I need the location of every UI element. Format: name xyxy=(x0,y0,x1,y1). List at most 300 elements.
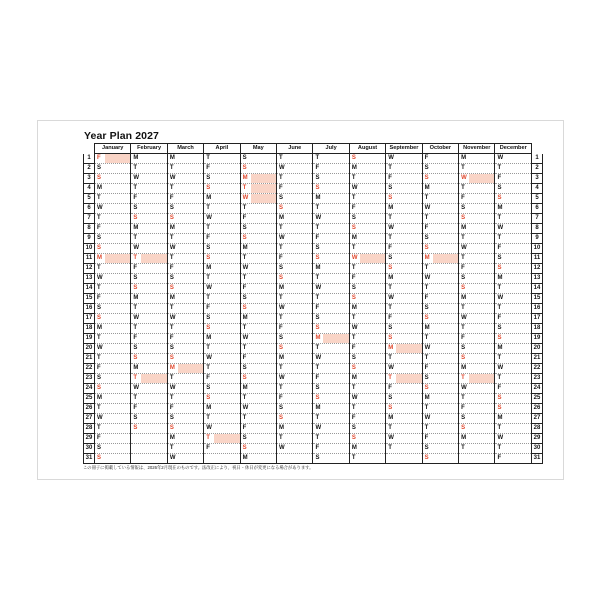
day-cell xyxy=(422,444,458,454)
day-cell xyxy=(240,414,276,424)
weekday-letter: T xyxy=(461,305,465,311)
weekday-letter: W xyxy=(169,245,176,251)
day-row xyxy=(84,414,543,424)
weekday-letter: M xyxy=(133,225,139,231)
month-header: January xyxy=(95,144,131,154)
weekday-letter: T xyxy=(424,355,429,361)
weekday-letter: F xyxy=(169,195,174,201)
weekday-letter: S xyxy=(279,205,284,211)
weekday-letter: T xyxy=(424,425,429,431)
weekday-letter: T xyxy=(279,175,283,181)
weekday-letter: M xyxy=(315,195,321,201)
day-number-left: 25 xyxy=(84,394,95,404)
weekday-letter: S xyxy=(242,365,247,371)
weekday-letter: T xyxy=(351,385,356,391)
weekday-letter: F xyxy=(388,175,392,181)
weekday-letter: F xyxy=(424,155,429,161)
day-cell xyxy=(495,324,532,334)
weekday-letter: S xyxy=(497,325,502,331)
day-cell xyxy=(386,314,422,324)
day-cell xyxy=(167,294,203,304)
weekday-letter: T xyxy=(351,265,356,271)
weekday-letter: S xyxy=(351,365,356,371)
weekday-letter: T xyxy=(315,435,320,441)
day-cell xyxy=(422,274,458,284)
day-cell xyxy=(495,414,532,424)
weekday-letter: S xyxy=(388,255,393,261)
day-cell xyxy=(204,294,240,304)
weekday-letter: F xyxy=(424,225,429,231)
day-cell xyxy=(422,454,458,464)
weekday-letter: W xyxy=(388,435,394,441)
day-cell xyxy=(277,394,313,404)
weekday-letter: T xyxy=(388,235,392,241)
weekday-letter: S xyxy=(424,455,429,461)
day-cell xyxy=(459,374,495,384)
day-cell xyxy=(313,214,349,224)
weekday-letter: W xyxy=(497,365,504,371)
weekday-letter: T xyxy=(388,165,392,171)
day-cell xyxy=(349,434,385,444)
day-number-right: 3 xyxy=(532,174,543,184)
weekday-letter: F xyxy=(206,305,210,311)
day-cell xyxy=(313,244,349,254)
header-spacer-left xyxy=(84,144,95,154)
day-cell xyxy=(167,204,203,214)
weekday-letter: W xyxy=(279,165,285,171)
day-number-right: 31 xyxy=(532,454,543,464)
weekday-letter: F xyxy=(279,185,283,191)
weekday-letter: F xyxy=(315,165,320,171)
weekday-letter: W xyxy=(206,355,212,361)
day-cell xyxy=(495,254,532,264)
weekday-letter: W xyxy=(206,285,212,291)
day-cell xyxy=(240,314,276,324)
day-cell xyxy=(204,414,240,424)
weekday-letter: F xyxy=(388,245,392,251)
day-row xyxy=(84,214,543,224)
day-cell xyxy=(131,284,167,294)
day-number-left: 22 xyxy=(84,364,95,374)
day-cell xyxy=(495,154,532,164)
day-cell xyxy=(131,224,167,234)
weekday-letter: W xyxy=(169,315,176,321)
weekday-letter: M xyxy=(497,275,503,281)
day-row xyxy=(84,194,543,204)
day-cell xyxy=(204,444,240,454)
day-cell xyxy=(386,274,422,284)
weekday-letter: S xyxy=(97,315,102,321)
day-cell xyxy=(167,414,203,424)
day-row xyxy=(84,324,543,334)
weekday-letter: T xyxy=(279,315,283,321)
weekday-letter: T xyxy=(206,275,210,281)
day-cell xyxy=(422,324,458,334)
holiday-fill xyxy=(433,254,458,263)
weekday-letter: T xyxy=(279,245,283,251)
day-cell xyxy=(131,434,167,444)
weekday-letter: S xyxy=(351,355,356,361)
day-cell xyxy=(459,174,495,184)
weekday-letter: F xyxy=(315,235,320,241)
day-cell xyxy=(95,454,131,464)
day-cell xyxy=(167,184,203,194)
day-cell xyxy=(95,314,131,324)
day-cell xyxy=(422,284,458,294)
day-cell xyxy=(240,334,276,344)
weekday-letter: F xyxy=(461,195,465,201)
weekday-letter: T xyxy=(424,265,429,271)
day-number-left: 9 xyxy=(84,234,95,244)
day-cell xyxy=(349,284,385,294)
weekday-letter: S xyxy=(242,165,247,171)
day-cell xyxy=(422,424,458,434)
weekday-letter: S xyxy=(315,325,320,331)
weekday-letter: T xyxy=(497,425,502,431)
day-row xyxy=(84,294,543,304)
weekday-letter: T xyxy=(315,415,320,421)
day-cell xyxy=(349,274,385,284)
day-cell xyxy=(167,224,203,234)
weekday-letter: S xyxy=(133,215,138,221)
day-cell xyxy=(386,154,422,164)
weekday-letter: W xyxy=(97,275,103,281)
weekday-letter: S xyxy=(242,235,247,241)
day-cell xyxy=(459,284,495,294)
day-row xyxy=(84,204,543,214)
weekday-letter: F xyxy=(133,335,138,341)
day-cell xyxy=(95,354,131,364)
weekday-letter: T xyxy=(97,355,101,361)
day-cell xyxy=(386,454,422,464)
day-cell xyxy=(495,264,532,274)
day-number-left: 24 xyxy=(84,384,95,394)
weekday-letter: F xyxy=(169,265,174,271)
day-cell xyxy=(459,404,495,414)
day-cell xyxy=(131,354,167,364)
weekday-letter: S xyxy=(461,285,466,291)
weekday-letter: W xyxy=(315,285,322,291)
day-cell xyxy=(167,454,203,464)
year-plan-sheet xyxy=(37,120,564,480)
weekday-letter: S xyxy=(206,245,211,251)
weekday-letter: M xyxy=(97,395,102,401)
weekday-letter: S xyxy=(169,205,174,211)
day-number-right: 18 xyxy=(532,324,543,334)
weekday-letter: T xyxy=(315,275,320,281)
weekday-letter: S xyxy=(461,275,466,281)
day-cell xyxy=(349,154,385,164)
day-cell xyxy=(240,154,276,164)
weekday-letter: S xyxy=(388,325,393,331)
day-cell xyxy=(277,194,313,204)
weekday-letter: W xyxy=(461,315,467,321)
day-cell xyxy=(277,364,313,374)
holiday-fill xyxy=(469,174,494,183)
weekday-letter: T xyxy=(242,255,247,261)
weekday-letter: T xyxy=(315,225,320,231)
weekday-letter: S xyxy=(497,395,502,401)
month-header: August xyxy=(349,144,385,154)
day-cell xyxy=(386,364,422,374)
day-cell xyxy=(386,304,422,314)
day-cell xyxy=(386,264,422,274)
weekday-letter: M xyxy=(497,415,503,421)
weekday-letter: T xyxy=(461,185,465,191)
weekday-letter: T xyxy=(315,365,320,371)
holiday-fill xyxy=(396,374,421,383)
day-cell xyxy=(95,284,131,294)
day-cell xyxy=(131,454,167,464)
weekday-letter: F xyxy=(242,285,247,291)
day-number-left: 18 xyxy=(84,324,95,334)
weekday-letter: M xyxy=(206,265,212,271)
day-cell xyxy=(313,154,349,164)
year-plan-table xyxy=(83,143,543,464)
day-cell xyxy=(95,194,131,204)
day-cell xyxy=(495,204,532,214)
day-number-left: 14 xyxy=(84,284,95,294)
weekday-letter: M xyxy=(97,185,102,191)
weekday-letter: W xyxy=(497,435,504,441)
weekday-letter: M xyxy=(461,225,467,231)
day-cell xyxy=(313,224,349,234)
weekday-letter: T xyxy=(388,215,392,221)
day-cell xyxy=(386,384,422,394)
day-number-left: 29 xyxy=(84,434,95,444)
day-number-left: 27 xyxy=(84,414,95,424)
day-cell xyxy=(240,424,276,434)
weekday-letter: S xyxy=(497,265,502,271)
weekday-letter: F xyxy=(424,365,429,371)
weekday-letter: S xyxy=(97,455,102,461)
day-cell xyxy=(459,294,495,304)
day-cell xyxy=(204,304,240,314)
day-cell xyxy=(313,324,349,334)
day-number-left: 7 xyxy=(84,214,95,224)
weekday-letter: T xyxy=(497,215,502,221)
day-cell xyxy=(459,394,495,404)
day-row xyxy=(84,154,543,164)
weekday-letter: S xyxy=(242,225,247,231)
weekday-letter: W xyxy=(497,155,504,161)
day-cell xyxy=(313,364,349,374)
day-cell xyxy=(313,414,349,424)
day-cell xyxy=(495,304,532,314)
weekday-letter: S xyxy=(242,435,247,441)
weekday-letter: W xyxy=(497,295,504,301)
weekday-letter: M xyxy=(97,255,102,261)
holiday-fill xyxy=(105,254,130,263)
day-cell xyxy=(422,234,458,244)
weekday-letter: F xyxy=(206,375,210,381)
weekday-letter: T xyxy=(388,305,392,311)
weekday-letter: S xyxy=(206,315,211,321)
weekday-letter: F xyxy=(206,165,210,171)
weekday-letter: T xyxy=(133,305,138,311)
day-cell xyxy=(131,184,167,194)
day-cell xyxy=(204,214,240,224)
day-cell xyxy=(422,374,458,384)
day-cell xyxy=(131,424,167,434)
day-cell xyxy=(131,344,167,354)
day-row xyxy=(84,314,543,324)
weekday-letter: T xyxy=(133,235,138,241)
day-row xyxy=(84,174,543,184)
day-cell xyxy=(495,384,532,394)
day-cell xyxy=(349,194,385,204)
day-row xyxy=(84,224,543,234)
weekday-letter: W xyxy=(279,235,285,241)
day-cell xyxy=(131,334,167,344)
weekday-letter: M xyxy=(169,365,175,371)
day-number-left: 16 xyxy=(84,304,95,314)
day-cell xyxy=(386,394,422,404)
weekday-letter: S xyxy=(133,355,138,361)
day-cell xyxy=(240,364,276,374)
weekday-letter: M xyxy=(388,415,394,421)
weekday-letter: T xyxy=(97,265,101,271)
weekday-letter: F xyxy=(497,455,502,461)
day-cell xyxy=(313,314,349,324)
day-cell xyxy=(167,174,203,184)
day-cell xyxy=(349,394,385,404)
day-cell xyxy=(495,284,532,294)
day-number-right: 6 xyxy=(532,204,543,214)
weekday-letter: S xyxy=(424,175,429,181)
weekday-letter: T xyxy=(97,285,101,291)
day-cell xyxy=(349,374,385,384)
day-number-left: 12 xyxy=(84,264,95,274)
day-row xyxy=(84,354,543,364)
weekday-letter: T xyxy=(497,445,502,451)
weekday-letter: W xyxy=(279,375,285,381)
weekday-letter: T xyxy=(133,375,138,381)
day-cell xyxy=(495,334,532,344)
day-cell xyxy=(386,434,422,444)
weekday-letter: T xyxy=(97,195,101,201)
day-cell xyxy=(204,454,240,464)
day-cell xyxy=(167,254,203,264)
day-row xyxy=(84,404,543,414)
day-cell xyxy=(204,254,240,264)
day-cell xyxy=(277,254,313,264)
day-cell xyxy=(422,214,458,224)
day-cell xyxy=(459,164,495,174)
day-cell xyxy=(277,264,313,274)
weekday-letter: T xyxy=(133,325,138,331)
weekday-letter: M xyxy=(351,165,357,171)
day-number-left: 3 xyxy=(84,174,95,184)
weekday-letter: S xyxy=(206,255,211,261)
day-cell xyxy=(386,284,422,294)
day-number-left: 15 xyxy=(84,294,95,304)
day-number-right: 27 xyxy=(532,414,543,424)
day-cell xyxy=(95,174,131,184)
weekday-letter: S xyxy=(133,285,138,291)
day-cell xyxy=(495,194,532,204)
day-cell xyxy=(313,274,349,284)
day-cell xyxy=(95,204,131,214)
day-cell xyxy=(167,264,203,274)
day-cell xyxy=(313,194,349,204)
day-cell xyxy=(313,174,349,184)
weekday-letter: S xyxy=(388,335,393,341)
weekday-letter: M xyxy=(461,435,467,441)
day-cell xyxy=(386,254,422,264)
weekday-letter: S xyxy=(279,345,284,351)
day-cell xyxy=(459,204,495,214)
day-cell xyxy=(95,384,131,394)
day-cell xyxy=(422,384,458,394)
weekday-letter: W xyxy=(424,205,431,211)
day-cell xyxy=(495,364,532,374)
day-cell xyxy=(167,284,203,294)
day-cell xyxy=(495,164,532,174)
day-cell xyxy=(422,344,458,354)
weekday-letter: F xyxy=(97,365,101,371)
day-cell xyxy=(459,214,495,224)
day-cell xyxy=(277,334,313,344)
weekday-letter: S xyxy=(351,215,356,221)
day-cell xyxy=(277,184,313,194)
day-cell xyxy=(313,454,349,464)
day-cell xyxy=(240,374,276,384)
day-number-right: 15 xyxy=(532,294,543,304)
weekday-letter: S xyxy=(97,445,102,451)
day-cell xyxy=(240,174,276,184)
day-cell xyxy=(131,414,167,424)
day-number-left: 8 xyxy=(84,224,95,234)
day-cell xyxy=(386,414,422,424)
day-cell xyxy=(277,424,313,434)
day-cell xyxy=(167,444,203,454)
weekday-letter: F xyxy=(351,345,356,351)
day-cell xyxy=(386,184,422,194)
weekday-letter: T xyxy=(351,405,356,411)
weekday-letter: S xyxy=(497,195,502,201)
weekday-letter: S xyxy=(133,205,138,211)
day-cell xyxy=(422,304,458,314)
weekday-letter: S xyxy=(242,305,247,311)
weekday-letter: W xyxy=(133,245,140,251)
day-cell xyxy=(313,304,349,314)
day-cell xyxy=(131,384,167,394)
weekday-letter: F xyxy=(315,375,320,381)
day-cell xyxy=(459,314,495,324)
day-number-right: 29 xyxy=(532,434,543,444)
weekday-letter: M xyxy=(351,235,357,241)
day-cell xyxy=(95,224,131,234)
day-cell xyxy=(95,184,131,194)
day-number-left: 4 xyxy=(84,184,95,194)
day-cell xyxy=(422,184,458,194)
weekday-letter: S xyxy=(461,215,466,221)
day-cell xyxy=(386,164,422,174)
day-cell xyxy=(204,164,240,174)
weekday-letter: S xyxy=(388,395,393,401)
weekday-letter: M xyxy=(388,205,394,211)
weekday-letter: W xyxy=(242,195,249,201)
day-cell xyxy=(313,384,349,394)
day-cell xyxy=(349,404,385,414)
day-cell xyxy=(459,254,495,264)
weekday-letter: T xyxy=(169,375,174,381)
day-cell xyxy=(131,444,167,454)
weekday-letter: M xyxy=(133,155,139,161)
weekday-letter: T xyxy=(315,345,320,351)
day-row xyxy=(84,264,543,274)
